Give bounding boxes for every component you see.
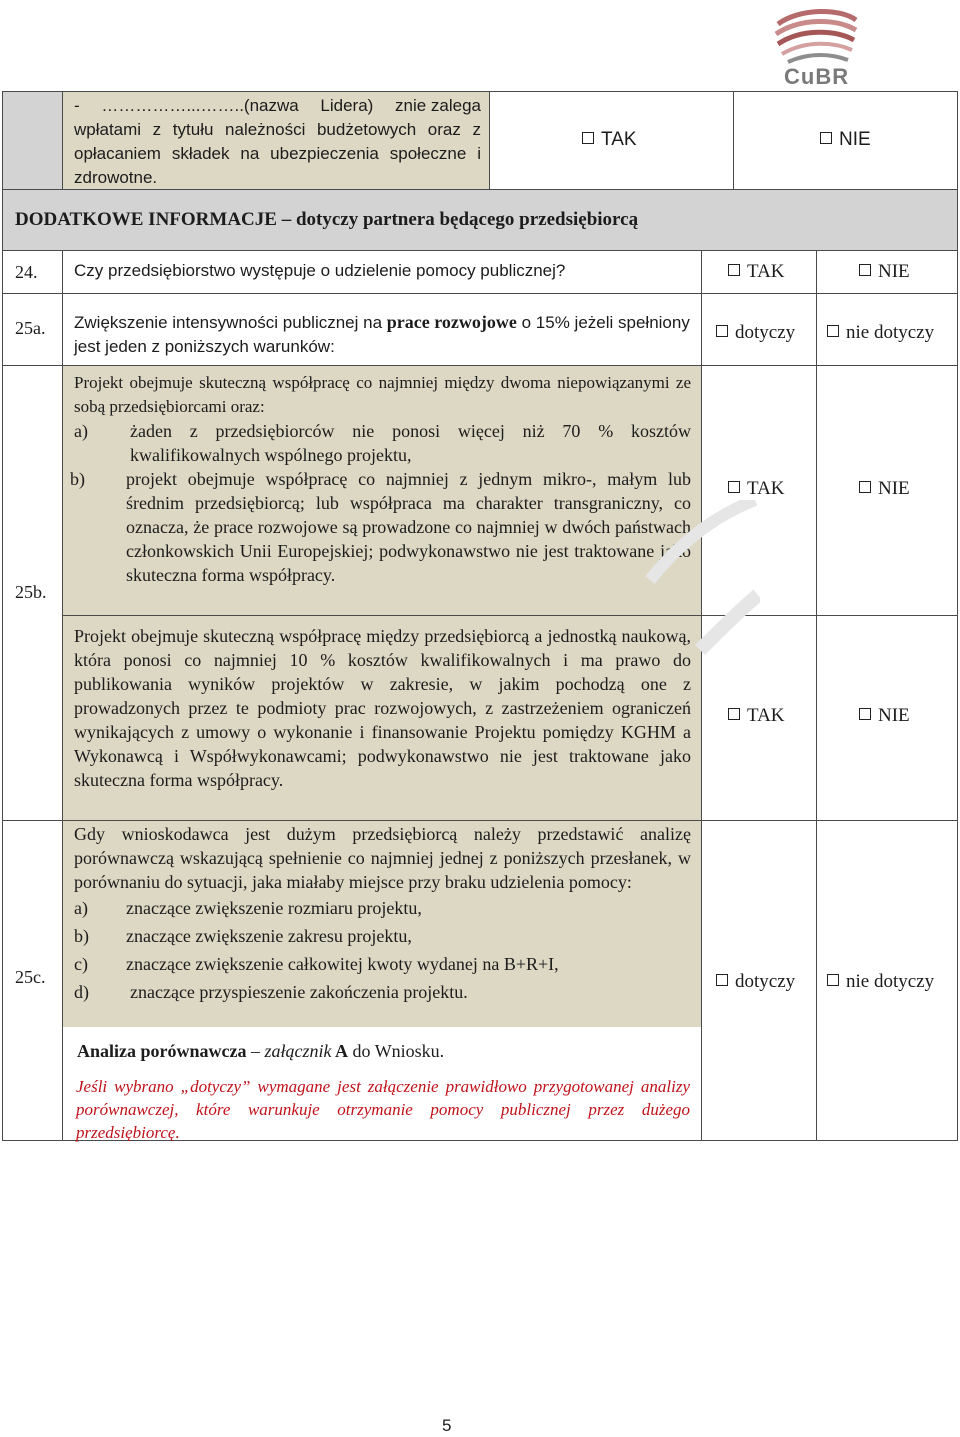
q25a-number-cell xyxy=(2,293,63,366)
q25a-text-before: Zwiększenie intensywności publicznej na xyxy=(74,313,387,332)
top-row-text-cell xyxy=(62,91,490,190)
q24-number: 24. xyxy=(15,262,38,282)
q25b-part2-yes-option[interactable] xyxy=(728,705,785,727)
q25c-item-c-marker: c) xyxy=(74,954,88,974)
q25b-part1-no-option[interactable] xyxy=(859,478,910,500)
q25a-yes-label: dotyczy xyxy=(735,322,796,343)
cubr-logo xyxy=(770,4,860,90)
q25a-text-cell xyxy=(62,293,702,366)
q25b-item-b-text: projekt obejmuje współpracę co najmniej z jednym mikro-, małym lub średnim przedsiębiorcą; lub współpraca ma charakter transgraniczny, co oznacza, że prace rozwojowe są prowadzone co najmniej w dwóch państwach członkowskich Unii Europejskiej; podwykonawstwo nie jest traktowane jako skuteczna forma współpracy. xyxy=(126,469,691,585)
checkbox-icon[interactable] xyxy=(582,132,594,144)
q25c-analysis-letter: A xyxy=(331,1041,349,1061)
q25a-number: 25a. xyxy=(15,318,46,338)
q24-number-cell xyxy=(2,250,63,294)
q25b-number: 25b. xyxy=(15,582,47,602)
q25b-part2-cell xyxy=(62,615,702,821)
checkbox-icon[interactable] xyxy=(859,481,871,493)
checkbox-icon[interactable] xyxy=(728,264,740,276)
q24-no-option[interactable] xyxy=(859,261,910,283)
q25a-no-option[interactable] xyxy=(827,322,934,344)
q25b-part1-cell xyxy=(62,365,702,616)
q24-yes-option[interactable] xyxy=(728,261,785,283)
q25c-yes-label: dotyczy xyxy=(735,971,796,992)
q25a-no-label: nie dotyczy xyxy=(846,322,935,343)
q25c-item-b-marker: b) xyxy=(74,926,89,946)
q25b-part2-no-option[interactable] xyxy=(859,705,910,727)
q25c-no-option[interactable] xyxy=(827,971,934,993)
q25c-analysis-line xyxy=(77,1041,444,1062)
q25b-part1-yes-label: TAK xyxy=(747,478,785,499)
q25c-item-a-text: znaczące zwiększenie rozmiaru projektu, xyxy=(126,898,422,918)
checkbox-icon[interactable] xyxy=(827,325,839,337)
q25c-item-b-text: znaczące zwiększenie zakresu projektu, xyxy=(126,926,412,946)
q25c-number: 25c. xyxy=(15,967,46,987)
top-row-no-label: NIE xyxy=(839,129,871,150)
q25c-analysis-tail: do Wniosku. xyxy=(348,1041,445,1061)
q24-text-cell xyxy=(62,250,702,294)
q25c-item-c-text: znaczące zwiększenie całkowitej kwoty wydanej na B+R+I, xyxy=(126,954,559,974)
q25c-analysis-italic: załącznik xyxy=(264,1041,332,1061)
q25b-part2-no-cell xyxy=(816,615,958,821)
q24-question: Czy przedsiębiorstwo występuje o udzielenie pomocy publicznej? xyxy=(74,261,566,280)
checkbox-icon[interactable] xyxy=(728,481,740,493)
q25a-no-cell xyxy=(816,293,958,366)
q25b-part1-no-label: NIE xyxy=(878,478,910,499)
q25a-yes-option[interactable] xyxy=(716,322,795,344)
checkbox-icon[interactable] xyxy=(859,264,871,276)
q25b-part2-no-label: NIE xyxy=(878,705,910,726)
q25b-part1-intro: Projekt obejmuje skuteczną współpracę co najmniej między dwoma niepowiązanymi ze sobą przedsiębiorcami oraz: xyxy=(74,373,691,416)
q25c-yes-cell xyxy=(701,820,817,1141)
q25a-text-after: o 15% jeżeli spełniony jest jeden z poniższych warunków: xyxy=(74,313,690,356)
q25c-item-d-marker: d) xyxy=(74,982,89,1002)
q25b-part1-yes-option[interactable] xyxy=(728,478,785,500)
top-row-line1-tail: nie zalega xyxy=(403,96,481,115)
q25c-analysis-bold: Analiza porównawcza xyxy=(77,1041,247,1061)
q25b-item-a-text: żaden z przedsiębiorców nie ponosi więcej niż 70 % kosztów kwalifikowalnych wspólnego projektu, xyxy=(130,421,691,465)
checkbox-icon[interactable] xyxy=(728,708,740,720)
logo-text: CuBR xyxy=(784,64,850,89)
watermark-stroke-icon xyxy=(640,500,760,660)
checkbox-icon[interactable] xyxy=(820,132,832,144)
logo-swoosh-icon xyxy=(770,4,860,66)
q25c-number-cell xyxy=(2,820,63,1141)
q25c-shaded-area xyxy=(63,821,701,1027)
q24-yes-label: TAK xyxy=(747,261,785,282)
q25c-text-cell xyxy=(62,820,702,1141)
top-row-line1: - ……………...……..(nazwa Lidera) xyxy=(74,96,374,115)
checkbox-icon[interactable] xyxy=(716,974,728,986)
q24-no-cell xyxy=(816,250,958,294)
top-row-yes-label: TAK xyxy=(601,129,637,150)
q24-no-label: NIE xyxy=(878,261,910,282)
q25c-yes-option[interactable] xyxy=(716,971,795,993)
top-row-yes-option[interactable] xyxy=(582,129,637,151)
q25b-item-b-marker: b) xyxy=(70,469,85,489)
page-number: 5 xyxy=(442,1416,452,1435)
top-row-text: z wpłatami z tytułu należności budżetowych oraz z opłacaniem składek na ubezpieczenia społeczne i zdrowotne. xyxy=(74,96,481,187)
checkbox-icon[interactable] xyxy=(716,325,728,337)
q25c-no-label: nie dotyczy xyxy=(846,971,935,992)
section-header-title: DODATKOWE INFORMACJE – dotyczy partnera będącego przedsiębiorcą xyxy=(15,209,639,230)
q25b-part1-no-cell xyxy=(816,365,958,616)
section-header xyxy=(2,189,958,251)
top-row-yes-cell xyxy=(489,91,734,190)
q25c-item-a-marker: a) xyxy=(74,898,88,918)
q25b-item-a-marker: a) xyxy=(74,421,88,441)
q25a-yes-cell xyxy=(701,293,817,366)
top-row-no-cell xyxy=(733,91,958,190)
top-row-number-cell xyxy=(2,91,63,190)
q25c-note: Jeśli wybrano „dotyczy” wymagane jest załączenie prawidłowo przygotowanej analizy porównawczej, które warunkuje otrzymanie pomocy publicznej przez dużego przedsiębiorcę. xyxy=(76,1077,690,1142)
q25c-no-cell xyxy=(816,820,958,1141)
q24-yes-cell xyxy=(701,250,817,294)
checkbox-icon[interactable] xyxy=(859,708,871,720)
checkbox-icon[interactable] xyxy=(827,974,839,986)
q25b-number-cell xyxy=(2,365,63,821)
top-row-no-option[interactable] xyxy=(820,129,871,151)
q25b-part2-yes-label: TAK xyxy=(747,705,785,726)
q25c-analysis-dash: – xyxy=(246,1041,265,1061)
q25c-intro: Gdy wnioskodawca jest dużym przedsiębiorcą należy przedstawić analizę porównawczą wskazującą spełnienie co najmniej jednej z poniższych przesłanek, w porównaniu do sytuacji, jaka miałaby miejsce przy braku udzielenia pomocy: xyxy=(74,824,691,892)
q25b-part2-text: Projekt obejmuje skuteczną współpracę między przedsiębiorcą a jednostką naukową, która ponosi co najmniej 10 % kosztów kwalifikowalnych i ma prawo do publikowania wyników projektów w zakresie, w jakim pochodzą one z prowadzonych przez te podmioty prac rozwojowych, z zastrzeżeniem ograniczeń wynikających z umowy o wykonanie i finansowanie Projektu pomiędzy KGHM a Wykonawcą i Współwykonawcami; podwykonawstwo nie jest traktowane jako skuteczna forma współpracy. xyxy=(74,626,691,790)
q25a-text-bold: prace rozwojowe xyxy=(386,312,517,332)
q25c-item-d-text: znaczące przyspieszenie zakończenia projektu. xyxy=(130,982,468,1002)
